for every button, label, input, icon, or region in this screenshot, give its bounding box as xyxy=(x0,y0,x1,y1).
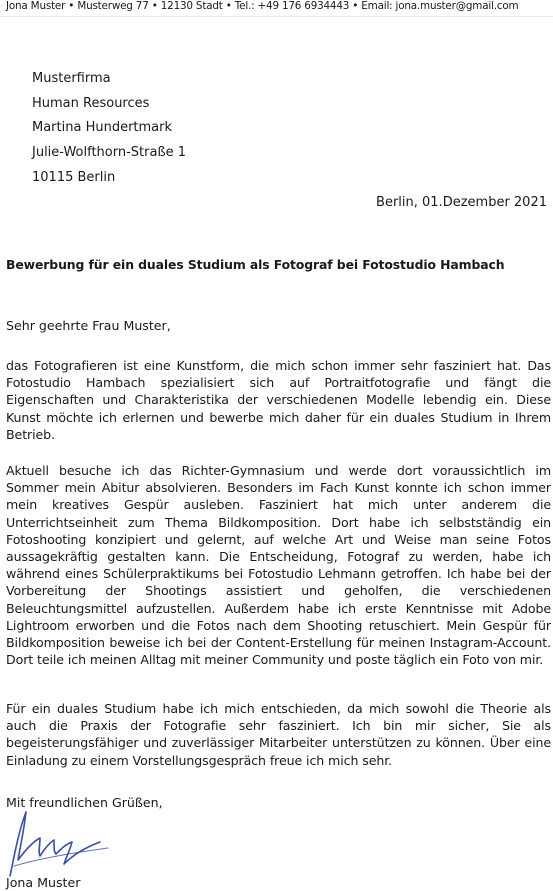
handwritten-signature xyxy=(4,808,114,880)
signature-name: Jona Muster xyxy=(6,875,81,890)
salutation: Sehr geehrte Frau Muster, xyxy=(6,318,171,333)
closing: Mit freundlichen Grüßen, xyxy=(6,795,163,810)
header-divider xyxy=(0,16,553,17)
letter-subject: Bewerbung für ein duales Studium als Fotograf bei Fotostudio Hambach xyxy=(6,257,505,272)
recipient-company: Musterfirma xyxy=(32,71,111,86)
paragraph-experience: Aktuell besuche ich das Richter-Gymnasium und werde dort voraussichtlich im Sommer mein Abitur absolvieren. Besonders im Fach Kunst konnte ich schon immer mein kreatives Gespür ausleben. Fasziniert hat mich unter anderem die Unterrichtseinheit zum Thema Bildkomposition. Dort habe ich selbstständig ein Fotoshooting konzipiert und gelernt, auf welche Art und Weise man seine Fotos aussagekräftig gestalten kann. Die Entscheidung, Fotograf zu werden, habe ich während eines Schülerpraktikums bei Fotostudio Lehmann getroffen. Ich habe bei der Vorbereitung der Shootings assistiert und geholfen, die verschiedenen Beleuchtungsmittel aufzustellen. Außerdem habe ich erste Kenntnisse mit Adobe Lightroom erworben und die Fotos nach dem Shooting retuschiert. Mein Gespür für Bildkomposition beweise ich bei der Content-Erstellung für meinen Instagram-Account. Dort teile ich meinen Alltag mit meiner Community und poste täglich ein Foto von mir. xyxy=(6,463,551,668)
paragraph-motivation: Für ein duales Studium habe ich mich entschieden, da mich sowohl die Theorie als auch die Praxis der Fotografie sehr fasziniert. Ich bin mir sicher, Sie als begeisterungsfähiger und zuverlässiger Mitarbeiter unterstützen zu können. Über eine Einladung zu einem Vorstellungsgespräch freue ich mich sehr. xyxy=(6,701,551,768)
recipient-city: 10115 Berlin xyxy=(32,170,116,185)
recipient-department: Human Resources xyxy=(32,96,150,111)
recipient-person: Martina Hundertmark xyxy=(32,120,173,135)
letter-date: Berlin, 01.Dezember 2021 xyxy=(376,195,547,210)
recipient-street: Julie-Wolfthorn-Straße 1 xyxy=(32,145,187,160)
paragraph-intro: das Fotografieren ist eine Kunstform, die mich schon immer sehr fasziniert hat. Das Fotostudio Hambach spezialisiert sich auf Portraitfotografie und fängt die Eigenschaften und Charakteristika der verschiedenen Modelle lebendig ein. Diese Kunst möchte ich erlernen und bewerbe mich daher für ein duales Studium in Ihrem Betrieb. xyxy=(6,358,551,442)
sender-header: Jona Muster • Musterweg 77 • 12130 Stadt • Tel.: +49 176 6934443 • Email: jona.muster@gmail.com xyxy=(6,0,519,12)
